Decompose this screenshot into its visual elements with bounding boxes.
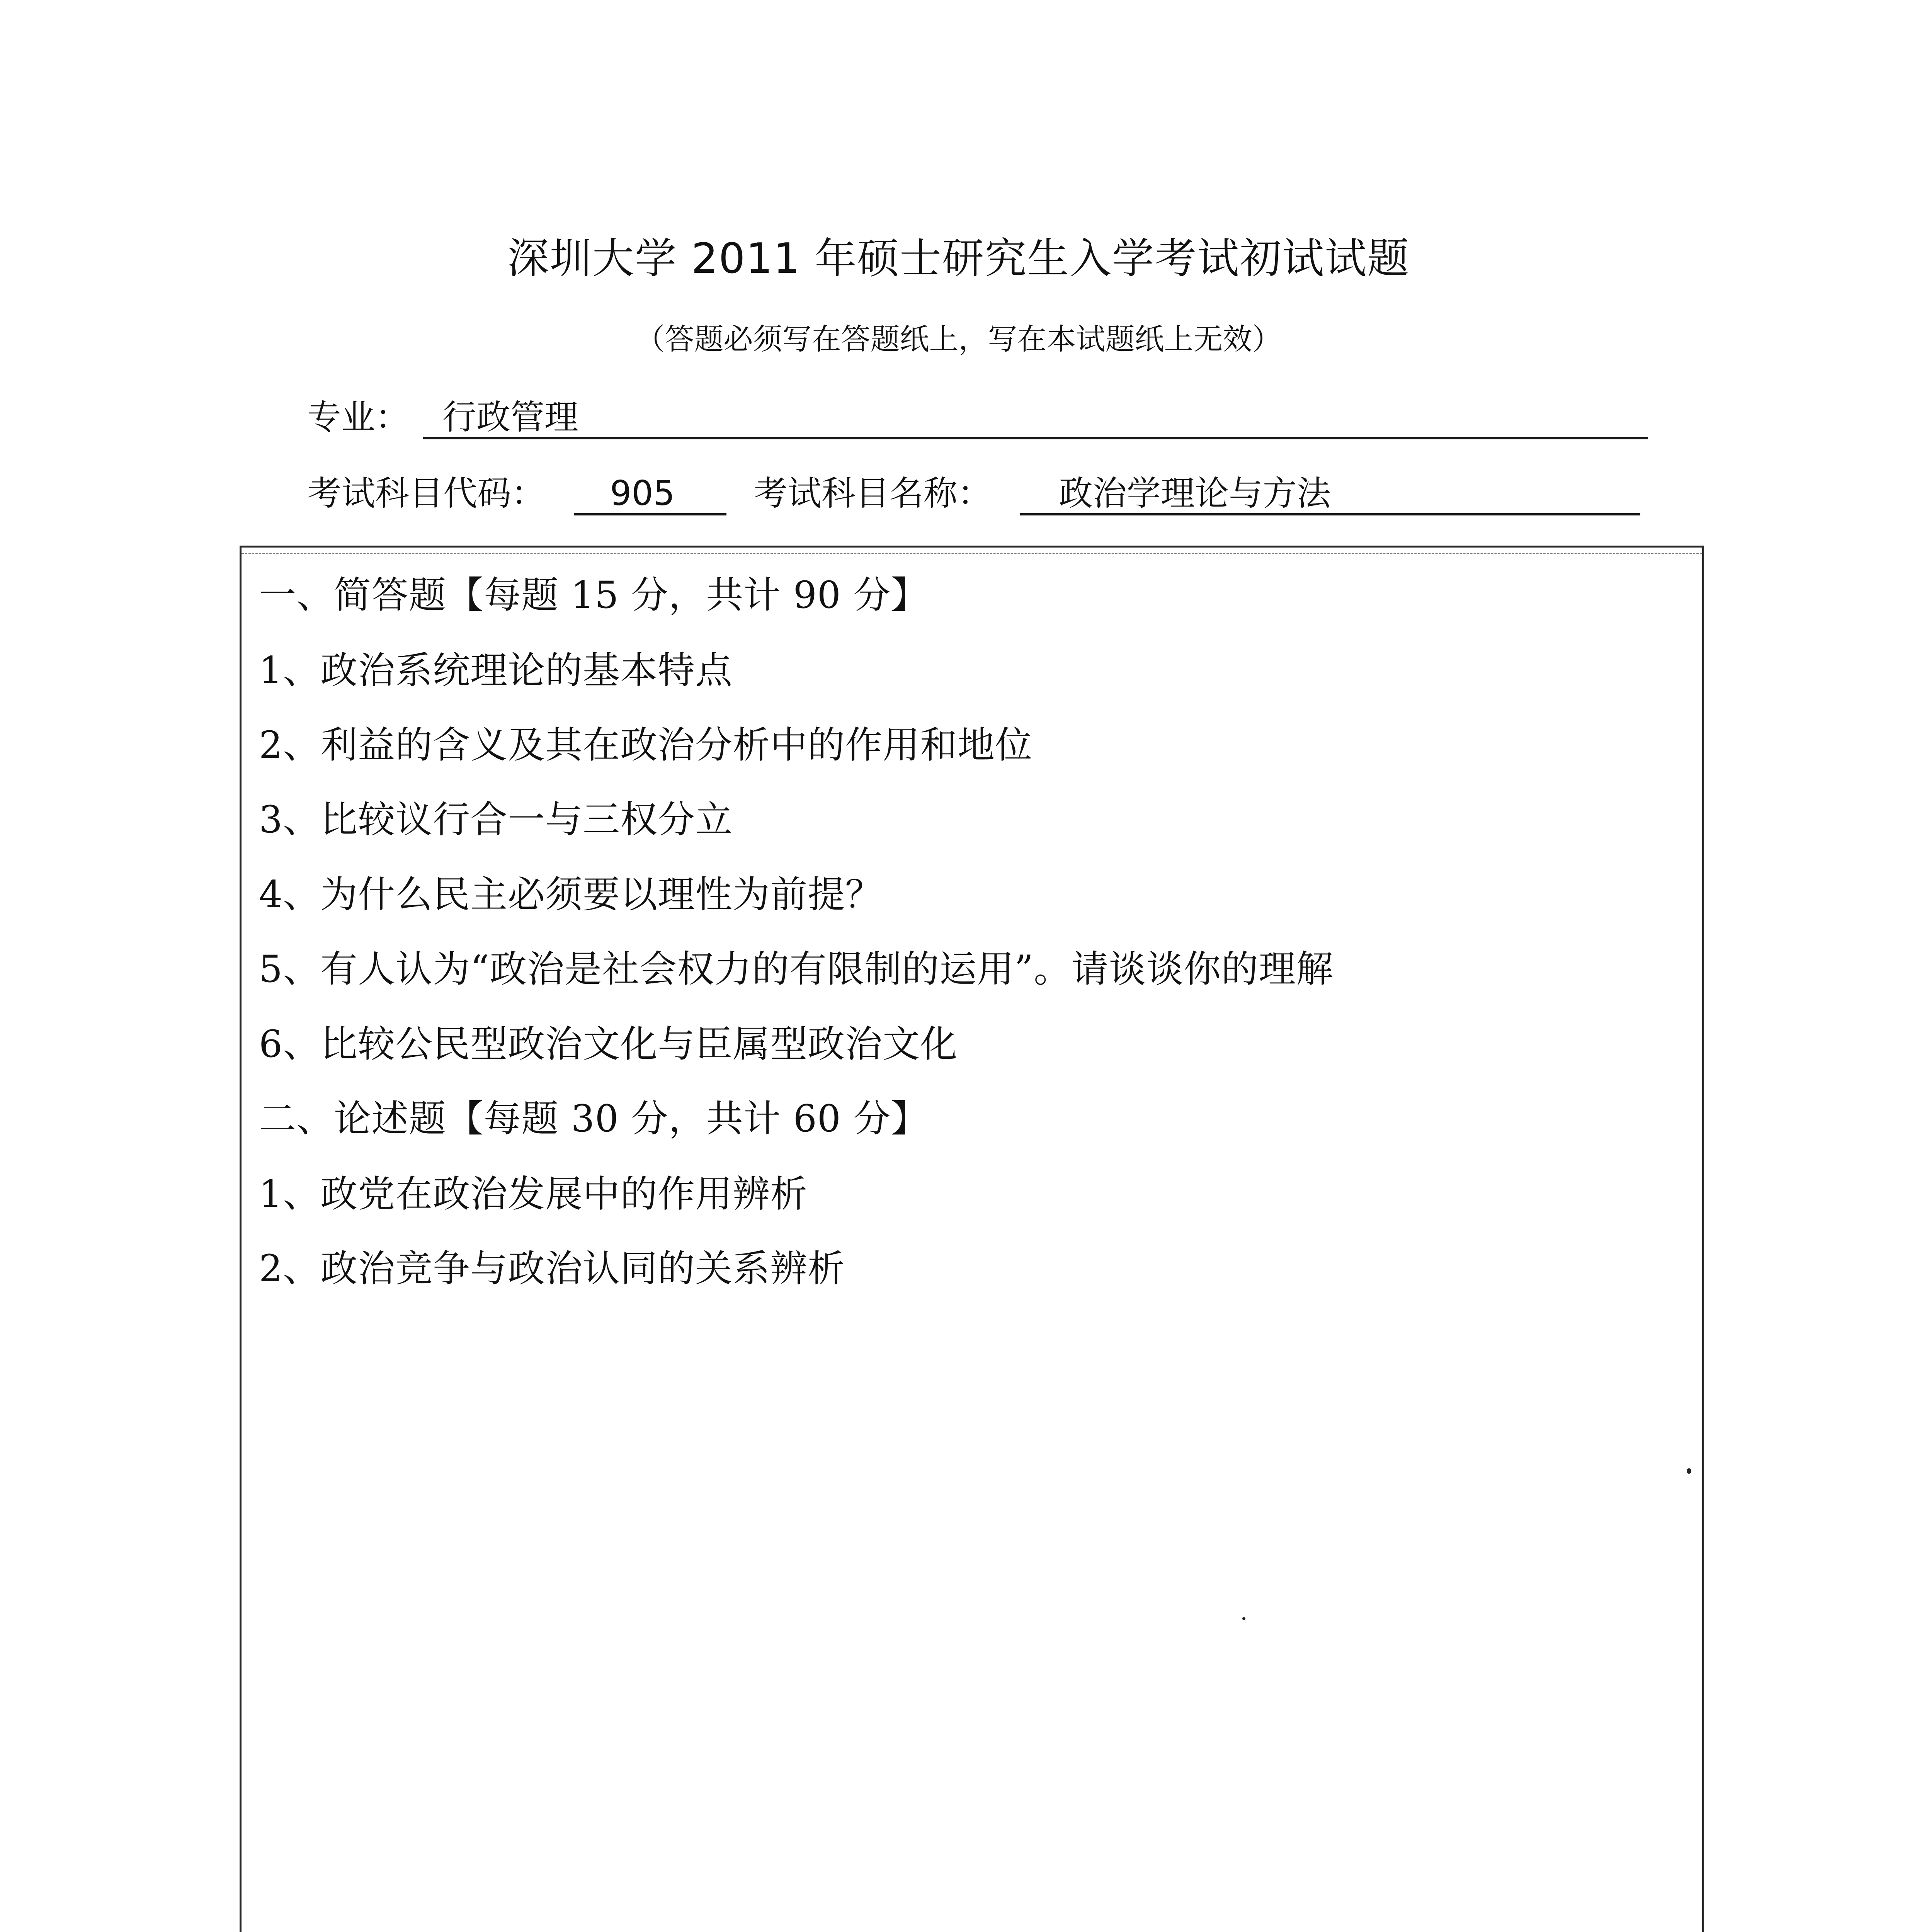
section-2-heading: 二、论述题【每题 30 分，共计 60 分】 [259, 1097, 929, 1140]
answer-instruction-note: （答题必须写在答题纸上，写在本试题纸上无效） [635, 322, 1282, 356]
section-1-question-4: 4、为什么民主必须要以理性为前提？ [259, 873, 883, 916]
subject-code-value-line [574, 472, 726, 515]
section-1-question-3: 3、比较议行合一与三权分立 [259, 798, 733, 841]
subject-name-label: 考试科目名称： [754, 473, 992, 513]
exam-title: 深圳大学 2011 年硕士研究生入学考试初试试题 [507, 235, 1410, 283]
section-1-question-2: 2、利益的含义及其在政治分析中的作用和地位 [259, 723, 1033, 767]
section-1-question-1: 1、政治系统理论的基本特点 [259, 649, 733, 692]
subject-name-value: 政治学理论与方法 [1059, 473, 1331, 513]
major-field-row [307, 396, 1648, 439]
section-2-question-2: 2、政治竞争与政治认同的关系辨析 [259, 1247, 845, 1290]
subject-name-value-line [1020, 472, 1640, 515]
subject-field-row [307, 472, 1640, 515]
major-value-line [423, 396, 1648, 439]
major-value: 行政管理 [442, 397, 579, 437]
subject-code-label: 考试科目代码： [307, 473, 546, 513]
section-1-question-6: 6、比较公民型政治文化与臣属型政治文化 [259, 1022, 958, 1066]
section-2-question-1: 1、政党在政治发展中的作用辨析 [259, 1172, 808, 1216]
scan-speck [1687, 1468, 1691, 1474]
scan-speck [1242, 1617, 1245, 1620]
section-1-question-5: 5、有人认为“政治是社会权力的有限制的运用”。请谈谈你的理解 [259, 947, 1334, 991]
subject-code-value: 905 [610, 473, 675, 513]
section-1-heading: 一、简答题【每题 15 分，共计 90 分】 [259, 573, 929, 617]
major-label: 专业： [307, 397, 410, 437]
